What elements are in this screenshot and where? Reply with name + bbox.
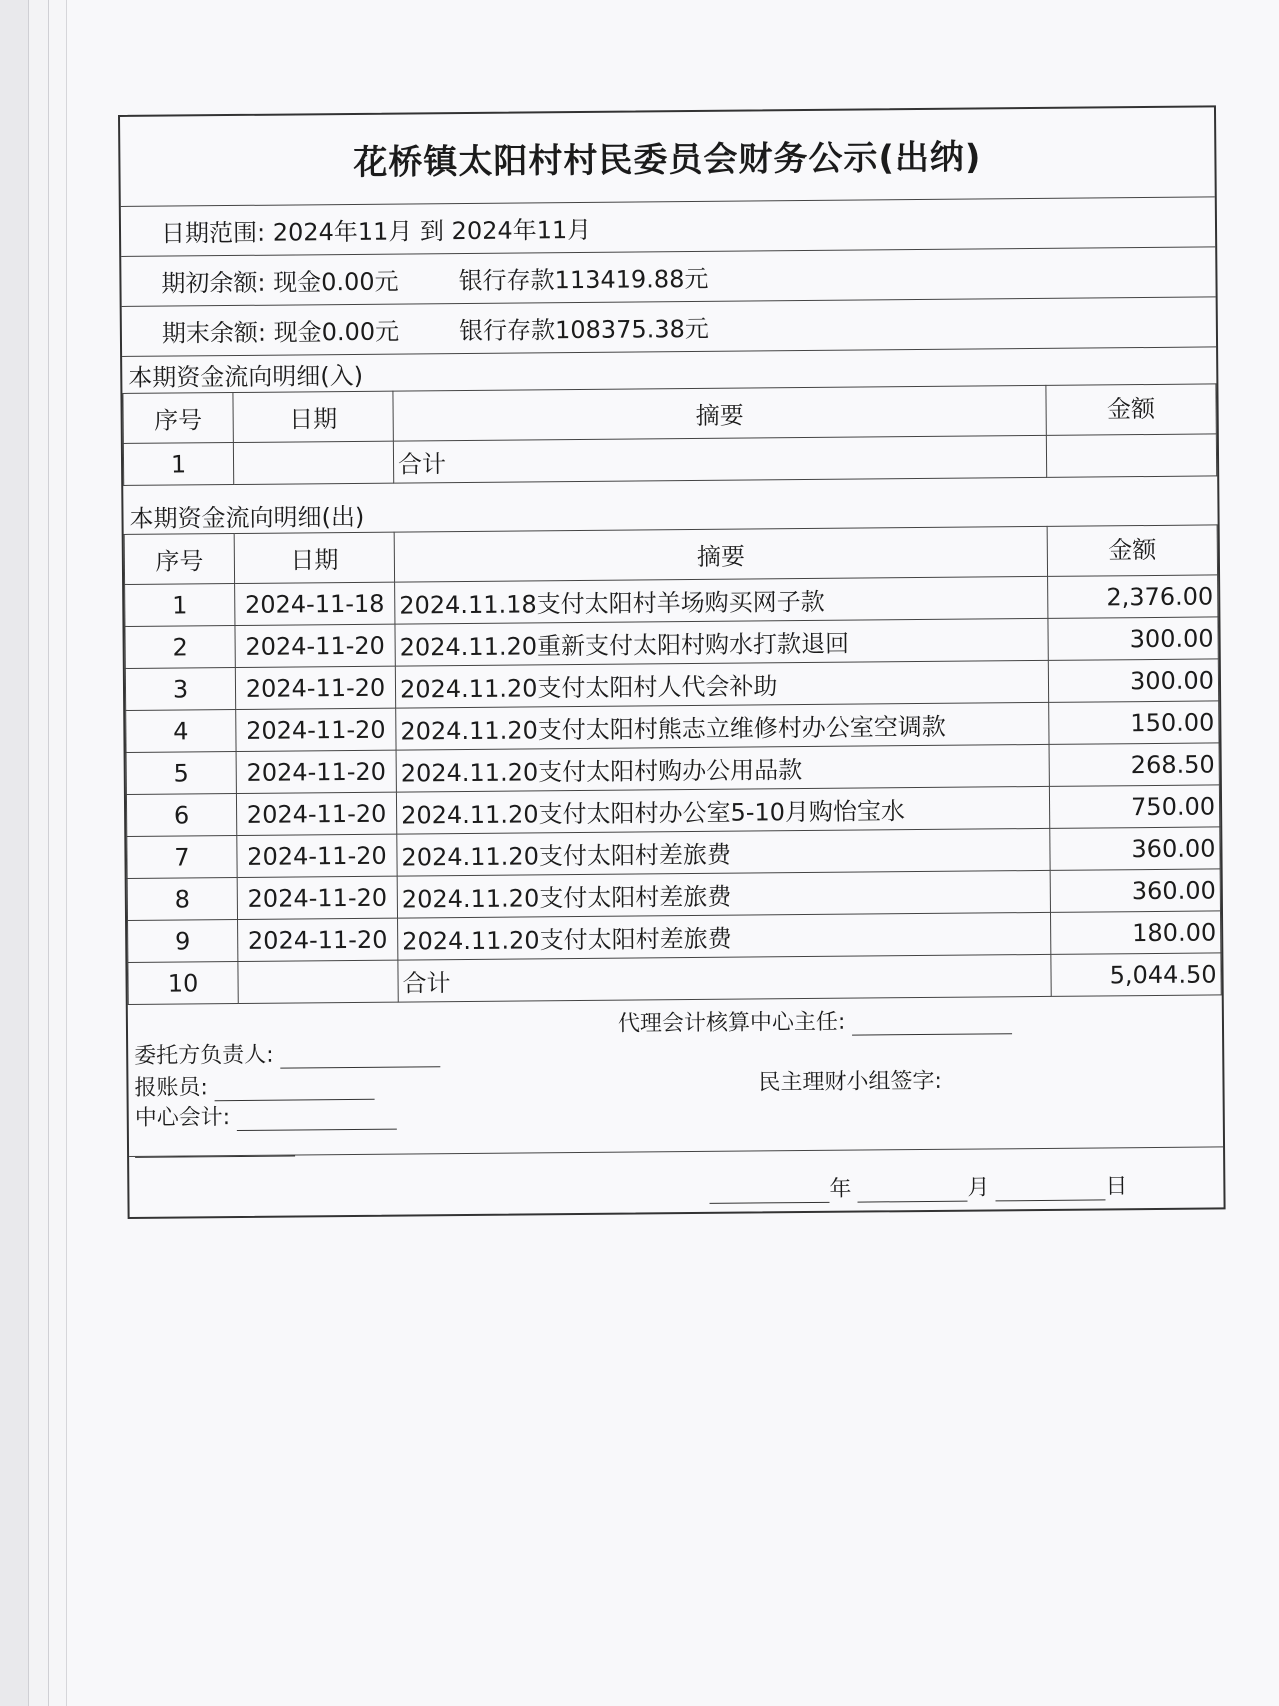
center-accountant-label: 中心会计: <box>134 1105 231 1131</box>
closing-bank: 银行存款108375.38元 <box>458 314 709 346</box>
reporter-label: 报账员: <box>134 1075 209 1101</box>
expense-cell-date: 2024-11-18 <box>235 582 395 625</box>
expense-cell-date: 2024-11-20 <box>235 624 395 667</box>
opening-bank: 银行存款113419.88元 <box>458 264 709 296</box>
expense-cell-no: 1 <box>125 584 235 627</box>
expense-cell-amount: 300.00 <box>1048 617 1218 660</box>
expense-header-desc: 摘要 <box>394 526 1047 582</box>
reporter-signature <box>134 1069 375 1102</box>
agency-head-label: 代理会计核算中心主任: <box>617 1009 846 1037</box>
month-label: 月 <box>967 1175 990 1201</box>
date-line <box>129 1146 1223 1217</box>
expense-cell-date <box>238 960 398 1003</box>
expense-cell-date: 2024-11-20 <box>235 666 395 709</box>
expense-cell-date: 2024-11-20 <box>238 918 398 961</box>
income-cell-date <box>233 441 393 484</box>
expense-cell-desc: 2024.11.20支付太阳村差旅费 <box>397 870 1050 918</box>
year-line <box>710 1202 830 1204</box>
client-head-label: 委托方负责人: <box>134 1042 274 1069</box>
day-field <box>995 1169 1127 1201</box>
client-head-signature <box>134 1036 441 1070</box>
expense-cell-date: 2024-11-20 <box>236 708 396 751</box>
expense-table <box>124 524 1222 1005</box>
expense-cell-desc: 2024.11.20支付太阳村差旅费 <box>398 912 1051 960</box>
income-header-desc: 摘要 <box>393 385 1046 441</box>
finance-notice-form <box>118 105 1226 1219</box>
expense-cell-no: 7 <box>127 835 237 878</box>
expense-cell-amount: 750.00 <box>1049 785 1219 828</box>
expense-cell-desc: 2024.11.20支付太阳村人代会补助 <box>395 660 1048 708</box>
expense-cell-no: 5 <box>126 751 236 794</box>
expense-cell-no: 2 <box>125 625 235 668</box>
signature-area <box>128 995 1223 1156</box>
expense-cell-desc: 2024.11.20重新支付太阳村购水打款退回 <box>395 618 1048 666</box>
month-field <box>857 1170 989 1202</box>
expense-cell-date: 2024-11-20 <box>236 792 396 835</box>
income-cell-amount <box>1046 434 1216 477</box>
expense-cell-amount: 360.00 <box>1050 869 1220 912</box>
date-range-text: 日期范围: 2024年11月 到 2024年11月 <box>160 215 592 248</box>
center-accountant-line <box>237 1129 397 1131</box>
income-header-no: 序号 <box>123 393 233 444</box>
expense-cell-desc: 2024.11.20支付太阳村差旅费 <box>397 828 1050 876</box>
expense-header-date: 日期 <box>234 532 394 583</box>
expense-cell-amount: 268.50 <box>1049 743 1219 786</box>
year-field <box>709 1172 851 1204</box>
expense-section-title: 本期资金流向明细(出) <box>129 502 365 533</box>
opening-cash: 期初余额: 现金0.00元 <box>161 267 399 298</box>
income-cell-no: 1 <box>123 443 233 486</box>
income-cell-desc: 合计 <box>393 435 1046 483</box>
expense-cell-no: 4 <box>126 709 236 752</box>
day-line <box>996 1199 1106 1201</box>
finance-group-label: 民主理财小组签字: <box>758 1068 942 1096</box>
month-line <box>858 1201 968 1203</box>
form-title: 花桥镇太阳村村民委员会财务公示(出纳) <box>120 107 1215 207</box>
income-header-date: 日期 <box>233 391 393 442</box>
expense-header-amount: 金额 <box>1047 525 1217 576</box>
expense-cell-no: 6 <box>126 793 236 836</box>
income-header-amount: 金额 <box>1046 384 1216 435</box>
day-label: 日 <box>1105 1174 1128 1200</box>
expense-cell-no: 3 <box>125 667 235 710</box>
expense-cell-date: 2024-11-20 <box>237 876 397 919</box>
agency-head-signature <box>618 1003 1013 1037</box>
expense-cell-amount: 180.00 <box>1050 911 1220 954</box>
expense-cell-date: 2024-11-20 <box>237 834 397 877</box>
expense-cell-amount: 360.00 <box>1050 827 1220 870</box>
expense-cell-desc: 2024.11.20支付太阳村办公室5-10月购怡宝水 <box>396 786 1049 834</box>
expense-cell-amount: 2,376.00 <box>1048 575 1218 618</box>
income-table <box>122 383 1217 486</box>
expense-cell-desc: 合计 <box>398 954 1051 1002</box>
expense-cell-amount: 5,044.50 <box>1051 953 1221 996</box>
expense-header-no: 序号 <box>124 534 234 585</box>
expense-cell-amount: 300.00 <box>1048 659 1218 702</box>
expense-cell-amount: 150.00 <box>1049 701 1219 744</box>
center-accountant-signature <box>135 1099 398 1132</box>
expense-cell-desc: 2024.11.20支付太阳村熊志立维修村办公室空调款 <box>396 702 1049 750</box>
expense-cell-no: 9 <box>128 919 238 962</box>
expense-cell-desc: 2024.11.20支付太阳村购办公用品款 <box>396 744 1049 792</box>
finance-group-signature <box>758 1064 942 1097</box>
agency-head-line <box>852 1033 1012 1035</box>
income-section-title: 本期资金流向明细(入) <box>128 361 364 392</box>
expense-cell-no: 10 <box>128 961 238 1004</box>
closing-cash: 期末余额: 现金0.00元 <box>161 317 400 348</box>
expense-cell-date: 2024-11-20 <box>236 750 396 793</box>
expense-cell-no: 8 <box>127 877 237 920</box>
year-label: 年 <box>829 1176 852 1202</box>
expense-cell-desc: 2024.11.18支付太阳村羊场购买网子款 <box>395 576 1048 624</box>
